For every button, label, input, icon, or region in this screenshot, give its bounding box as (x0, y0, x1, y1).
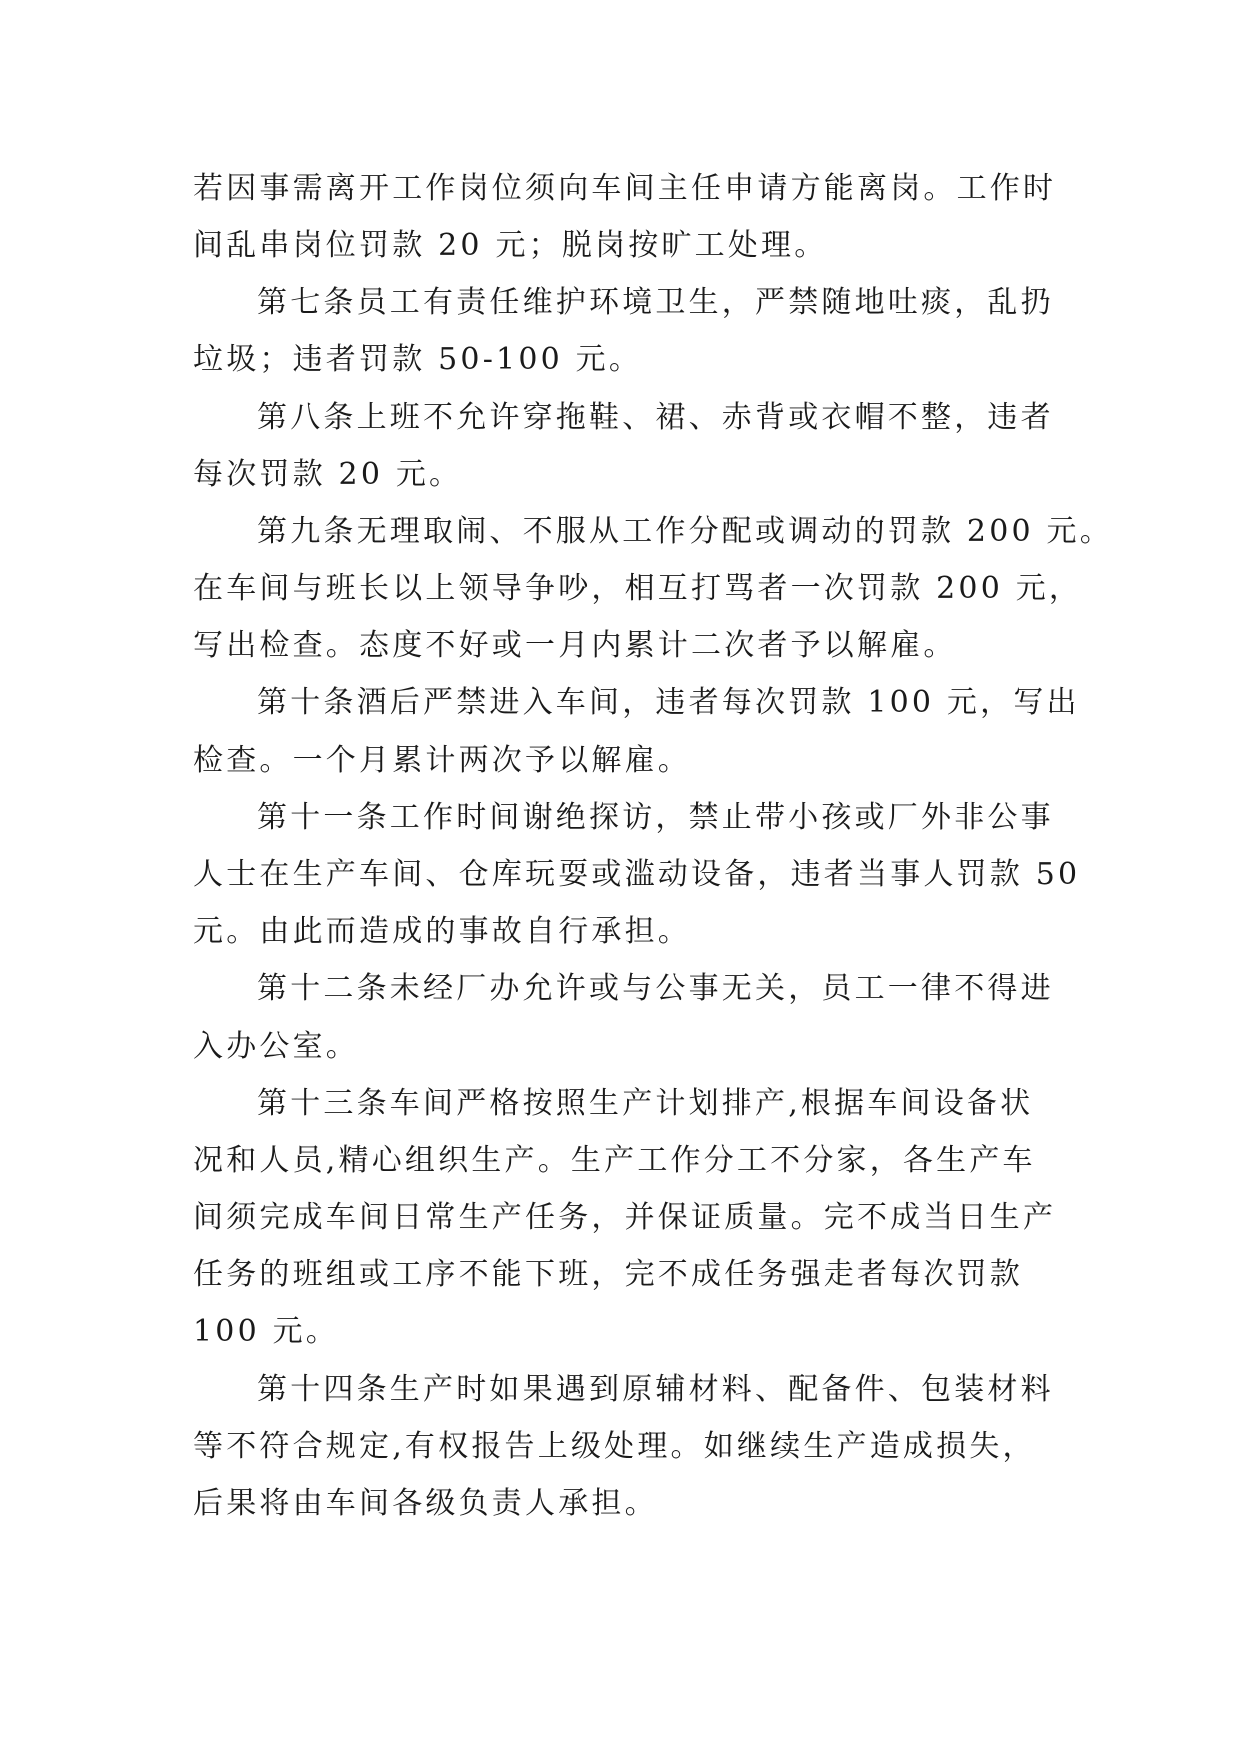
text-line: 在车间与班长以上领导争吵，相互打骂者一次罚款 200 元， (193, 571, 1083, 606)
article-13: 第十三条车间严格按照生产计划排产,根据车间设备状 (257, 1086, 1034, 1121)
article-8: 第八条上班不允许穿拖鞋、裙、赤背或衣帽不整，违者 (257, 400, 1054, 435)
text-line: 每次罚款 20 元。 (193, 457, 463, 492)
article-14: 第十四条生产时如果遇到原辅材料、配备件、包装材料 (257, 1372, 1054, 1407)
text-line: 元。由此而造成的事故自行承担。 (193, 914, 691, 949)
text-line: 入办公室。 (193, 1029, 359, 1064)
text-line: 间须完成车间日常生产任务，并保证质量。完不成当日生产 (193, 1200, 1057, 1235)
text-line: 后果将由车间各级负责人承担。 (193, 1486, 658, 1521)
text-line: 况和人员,精心组织生产。生产工作分工不分家，各生产车 (193, 1143, 1036, 1178)
text-line: 任务的班组或工序不能下班，完不成任务强走者每次罚款 (193, 1257, 1023, 1292)
text-line: 等不符合规定,有权报告上级处理。如继续生产造成损失， (193, 1429, 1036, 1464)
article-9: 第九条无理取闹、不服从工作分配或调动的罚款 200 元。 (257, 514, 1113, 549)
article-10: 第十条酒后严禁进入车间，违者每次罚款 100 元，写出 (257, 685, 1080, 720)
text-line: 100 元。 (193, 1314, 339, 1349)
text-line: 垃圾；违者罚款 50-100 元。 (193, 342, 643, 377)
article-7: 第七条员工有责任维护环境卫生，严禁随地吐痰，乱扔 (257, 285, 1054, 320)
article-12: 第十二条未经厂办允许或与公事无关，员工一律不得进 (257, 971, 1054, 1006)
article-11: 第十一条工作时间谢绝探访，禁止带小孩或厂外非公事 (257, 800, 1054, 835)
text-line: 间乱串岗位罚款 20 元；脱岗按旷工处理。 (193, 228, 828, 263)
text-line: 写出检查。态度不好或一月内累计二次者予以解雇。 (193, 628, 957, 663)
text-line: 若因事需离开工作岗位须向车间主任申请方能离岗。工作时 (193, 171, 1057, 206)
text-line: 检查。一个月累计两次予以解雇。 (193, 743, 691, 778)
text-line: 人士在生产车间、仓库玩耍或滥动设备，违者当事人罚款 50 (193, 857, 1081, 892)
